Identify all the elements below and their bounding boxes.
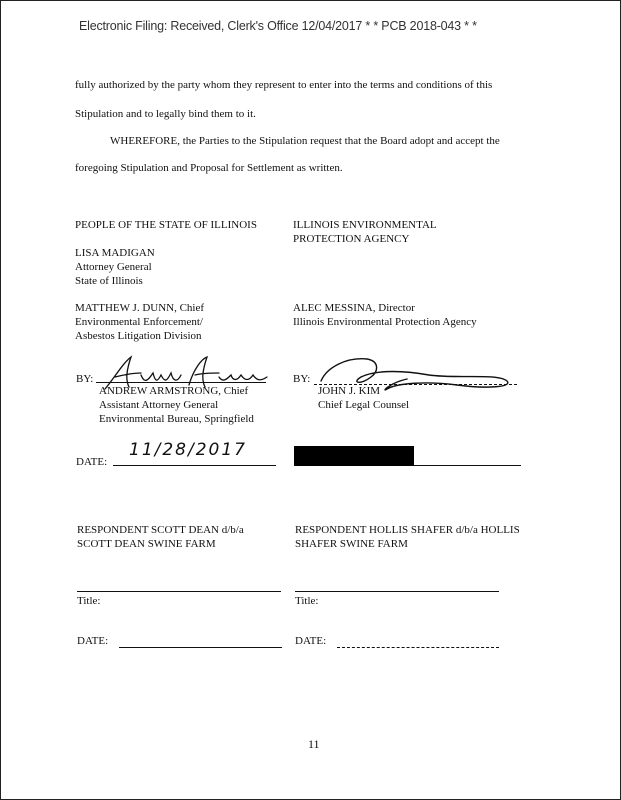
body-line-3: WHEREFORE, the Parties to the Stipulation request that the Board adopt and accept the [110,135,500,147]
respondent-left-date-label: DATE: [77,635,109,647]
page-number: 11 [308,737,320,751]
body-line-4: foregoing Stipulation and Proposal for Settlement as written. [75,162,343,174]
chief-unit-2: Asbestos Litigation Division [75,330,202,342]
right-date-line [414,465,521,466]
left-party-heading: PEOPLE OF THE STATE OF ILLINOIS [75,219,257,231]
right-by-label: BY: [293,373,311,385]
respondent-right-line-2: SHAFER SWINE FARM [295,538,408,550]
body-line-1: fully authorized by the party whom they represent to enter into the terms and conditions of this [75,79,493,91]
counsel-name: LISA MADIGAN [75,247,155,259]
left-signer-block [99,384,254,426]
respondent-left-signature-line [77,591,281,592]
director-name: ALEC MESSINA, Director [293,302,415,314]
right-heading-line-2: PROTECTION AGENCY [293,233,410,245]
left-signer-name: ANDREW ARMSTRONG, Chief [99,385,249,397]
respondent-right-date-line [337,647,499,648]
left-signer-unit: Environmental Bureau, Springfield [99,413,254,425]
right-party-heading [293,218,437,246]
respondent-right-signature-line [295,591,499,592]
left-date-line [113,465,276,466]
redaction-block [294,446,414,466]
right-heading-line-1: ILLINOIS ENVIRONMENTAL [293,219,437,231]
counsel-title: Attorney General [75,261,152,273]
director-org: Illinois Environmental Protection Agency [293,316,477,328]
respondent-right-line-1: RESPONDENT HOLLIS SHAFER d/b/a HOLLIS [295,524,520,536]
left-date-label: DATE: [76,456,108,468]
chief-name: MATTHEW J. DUNN, Chief [75,302,205,314]
respondent-right-title-label: Title: [295,595,319,607]
left-by-label: BY: [76,373,94,385]
counsel-org: State of Illinois [75,275,143,287]
respondent-right-date-label: DATE: [295,635,327,647]
respondent-left-line-2: SCOTT DEAN SWINE FARM [77,538,216,550]
handwritten-date: 11/28/2017 [129,440,247,460]
respondent-left-date-line [119,647,282,648]
respondent-left-line-1: RESPONDENT SCOTT DEAN d/b/a [77,524,244,536]
attorney-general-block [75,246,155,288]
director-block [293,301,477,329]
chief-unit-1: Environmental Enforcement/ [75,316,203,328]
filing-stamp: Electronic Filing: Received, Clerk's Office 12/04/2017 * * PCB 2018-043 * * [79,19,477,33]
right-signer-title: Chief Legal Counsel [318,399,410,411]
respondent-left-block [77,523,244,551]
respondent-left-title-label: Title: [77,595,101,607]
division-chief-block [75,301,204,343]
right-signer-block [318,384,409,412]
respondent-right-block [295,523,520,551]
right-signer-name: JOHN J. KIM [318,385,381,397]
body-line-2: Stipulation and to legally bind them to it. [75,108,256,120]
left-signer-title: Assistant Attorney General [99,399,219,411]
